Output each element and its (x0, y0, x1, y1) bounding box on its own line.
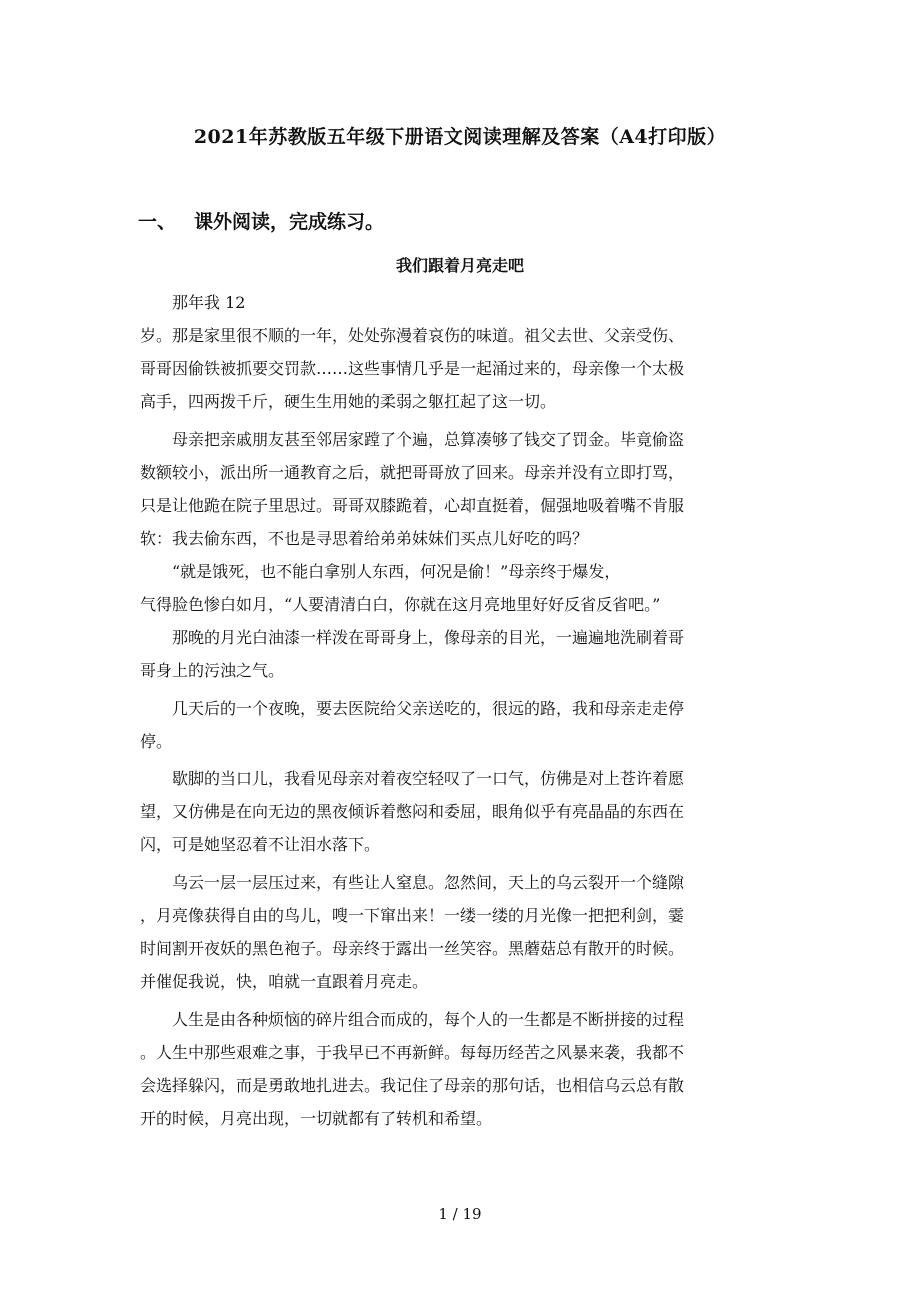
text-line: 歇脚的当口儿，我看见母亲对着夜空轻叹了一口气，仿佛是对上苍许着愿 (172, 769, 685, 789)
page-number: 1 / 19 (438, 1205, 482, 1223)
text-line: 那年我 12 (172, 293, 246, 312)
text-line: 数额较小，派出所一通教育之后，就把哥哥放了回来。母亲并没有立即打骂， (140, 462, 685, 482)
text-line: 那晚的月光白油漆一样泼在哥哥身上，像母亲的目光，一遍遍地洗刷着哥 (172, 627, 685, 647)
section-number: 一、 (138, 211, 177, 233)
text-line: ，月亮像获得自由的鸟儿，嗖一下窜出来！一缕一缕的月光像一把把利剑，霎 (140, 906, 685, 926)
text-line: 并催促我说，快，咱就一直跟着月亮走。 (140, 972, 429, 992)
text-line: 哥哥因偷铁被抓要交罚款……这些事情几乎是一起涌过来的，母亲像一个太极 (140, 359, 685, 378)
text-line: 软：我去偷东西，不也是寻思着给弟弟妹妹们买点儿好吃的吗？ (140, 528, 589, 548)
document-title: 2021年苏教版五年级下册语文阅读理解及答案（A4打印版） (193, 126, 727, 148)
text-line: 闪，可是她坚忍着不让泪水落下。 (140, 835, 381, 855)
text-line: 乌云一层一层压过来，有些让人窒息。忽然间，天上的乌云裂开一个缝隙 (172, 873, 685, 893)
text-line: 几天后的一个夜晚，要去医院给父亲送吃的，很远的路，我和母亲走走停 (172, 698, 685, 718)
text-line: 哥身上的污浊之气。 (140, 660, 285, 680)
section-heading (138, 207, 384, 234)
text-line: 岁。那是家里很不顺的一年，处处弥漫着哀伤的味道。祖父去世、父亲受伤、 (140, 326, 685, 345)
text-line: 人生是由各种烦恼的碎片组合而成的，每个人的一生都是不断拼接的过程 (172, 1009, 685, 1029)
section-heading-text: 课外阅读，完成练习。 (194, 211, 385, 233)
article-body (140, 286, 780, 1135)
text-line: “就是饿死，也不能白拿别人东西，何况是偷！”母亲终于爆发， (172, 561, 621, 581)
text-line: 气得脸色惨白如月，“人要清清白白，你就在这月亮地里好好反省反省吧。” (140, 594, 661, 614)
text-line: 会选择躲闪，而是勇敢地扎进去。我记住了母亲的那句话，也相信乌云总有散 (140, 1075, 685, 1095)
text-line: 只是让他跪在院子里思过。哥哥双膝跪着，心却直挺着，倔强地吸着嘴不肯服 (140, 495, 685, 515)
text-line: 停。 (140, 731, 173, 751)
text-line: 开的时候，月亮出现，一切就都有了转机和希望。 (140, 1108, 493, 1128)
text-line: 。人生中那些艰难之事，于我早已不再新鲜。每每历经苦之风暴来袭，我都不 (140, 1042, 685, 1062)
text-line: 望，又仿佛是在向无边的黑夜倾诉着憋闷和委屈，眼角似乎有亮晶晶的东西在 (140, 802, 685, 822)
text-line: 母亲把亲戚朋友甚至邻居家蹚了个遍，总算凑够了钱交了罚金。毕竟偷盗 (172, 429, 685, 449)
article-title: 我们跟着月亮走吧 (395, 256, 524, 275)
text-line: 高手，四两拨千斤，硬生生用她的柔弱之躯扛起了这一切。 (140, 392, 557, 411)
text-line: 时间割开夜妖的黑色袍子。母亲终于露出一丝笑容。黑蘑菇总有散开的时候。 (140, 939, 685, 959)
